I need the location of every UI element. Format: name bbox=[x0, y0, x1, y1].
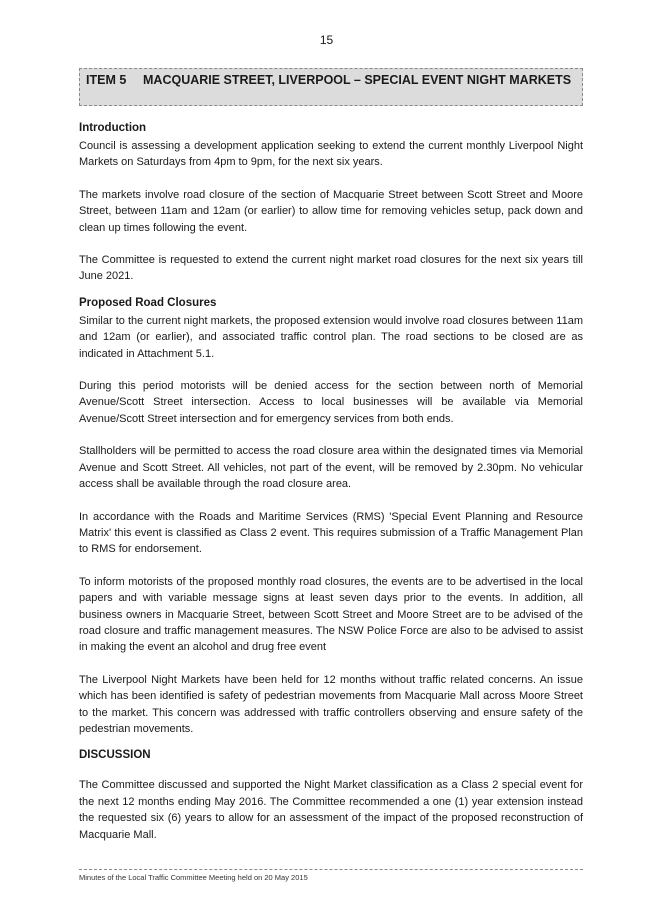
paragraph: Council is assessing a development application seeking to extend the current monthly Liverpool Night Markets on Saturdays from 4pm to 9pm, for the next six years. bbox=[79, 140, 583, 169]
paragraph: During this period motorists will be denied access for the section between north of Memorial Avenue/Scott Street intersection. Access to local businesses will be available via Memorial Avenue/Scott Street intersection and for emergency services from both ends. bbox=[79, 380, 583, 425]
footer-text: Minutes of the Local Traffic Committee Meeting held on 20 May 2015 bbox=[79, 873, 308, 882]
closures-heading: Proposed Road Closures bbox=[79, 296, 217, 309]
document-body bbox=[79, 120, 583, 859]
paragraph: In accordance with the Roads and Maritime Services (RMS) 'Special Event Planning and Resource Matrix' this event is classified as Class 2 event. This requires submission of a Traffic Management Plan to RMS for endorsement. bbox=[79, 510, 583, 556]
footer-divider bbox=[79, 869, 583, 870]
page-number: 15 bbox=[319, 33, 334, 47]
paragraph: Stallholders will be permitted to access the road closure area within the designated times via Memorial Avenue and Scott Street. All vehicles, not part of the event, will be removed by 2.30pm. No vehicular access shall be available through the road closure area. bbox=[79, 445, 583, 491]
paragraph: The Committee is requested to extend the current night market road closures for the next six years till June 2021. bbox=[79, 254, 583, 283]
discussion-heading: DISCUSSION bbox=[79, 749, 151, 762]
paragraph: Similar to the current night markets, the proposed extension would involve road closures between 11am and 12am (or earlier), and associated traffic control plan. The road sections to be closed are as indicated in Attachment 5.1. bbox=[79, 314, 583, 360]
introduction-heading: Introduction bbox=[79, 122, 147, 134]
item-heading-box bbox=[79, 68, 583, 106]
paragraph: The Liverpool Night Markets have been held for 12 months without traffic related concerns. An issue which has been identified is safety of pedestrian movements from Macquarie Mall across Moore Street to the market. This concern was addressed with traffic controllers observing and ensure safety of the pedestrian movements. bbox=[79, 673, 583, 735]
paragraph: To inform motorists of the proposed monthly road closures, the events are to be advertised in the local papers and with variable message signs at least seven days prior to the events. In addition, all business owners in Macquarie Street, between Scott Street and Moore Street are to be advised of the road closure and traffic management measures. The NSW Police Force are also to be advised to assist in making the event an alcohol and drug free event bbox=[79, 575, 583, 654]
paragraph: The Committee discussed and supported the Night Market classification as a Class 2 special event for the next 12 months ending May 2016. The Committee recommended a one (1) year extension instead the requested six (6) years to allow for an assessment of the impact of the proposed reconstruction of Macquarie Mall. bbox=[79, 779, 583, 841]
item-title: MACQUARIE STREET, LIVERPOOL – SPECIAL EVENT NIGHT MARKETS bbox=[143, 73, 572, 87]
paragraph: The markets involve road closure of the section of Macquarie Street between Scott Street and Moore Street, between 11am and 12am (or earlier) to allow time for removing vehicles setup, pack down and clean up times following the event. bbox=[79, 188, 583, 234]
item-number: ITEM 5 bbox=[86, 73, 127, 87]
